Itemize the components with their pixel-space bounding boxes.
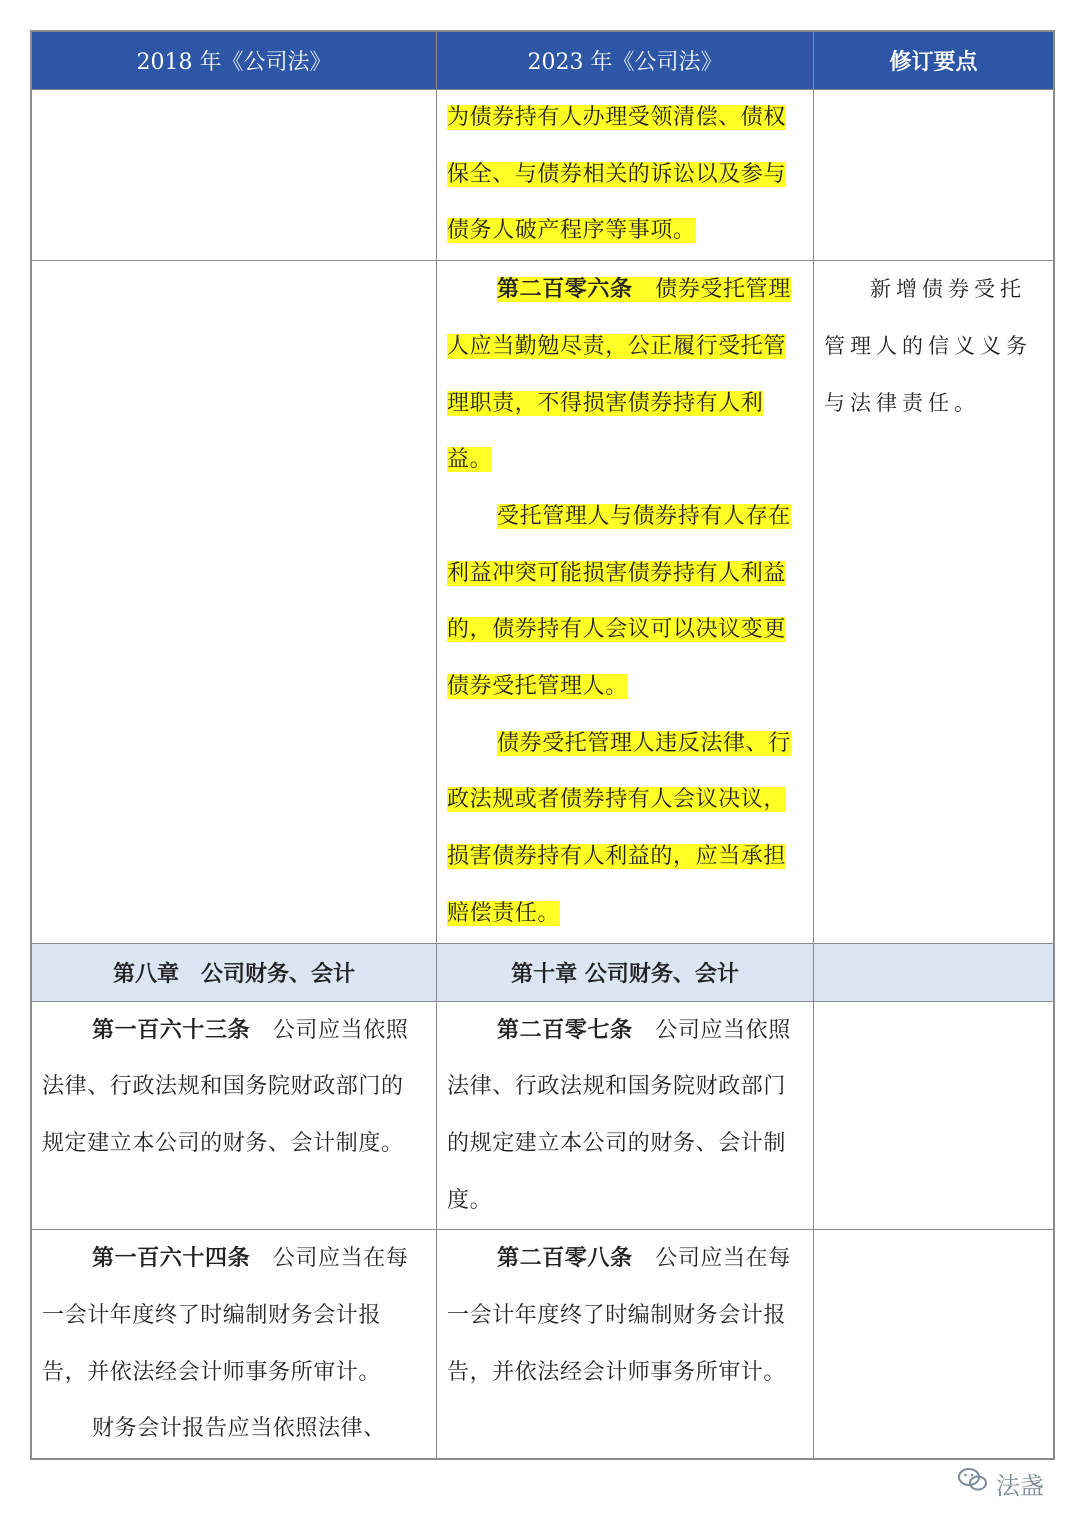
new-cell [437, 261, 814, 943]
article-title: 第二百零六条 [497, 276, 633, 303]
article-title: 第二百零七条 [497, 1016, 633, 1043]
article-paragraph: 财务会计报告应当依照法律、 [92, 1416, 386, 1442]
article-paragraph: 受托管理人与债券持有人存在利益冲突可能损害债券持有人利益的，债券持有人会议可以决议变更债券受托管理人。 [447, 503, 791, 700]
old-cell-empty [32, 261, 437, 943]
note-cell-empty [814, 1001, 1054, 1230]
table-row [32, 1001, 1054, 1230]
comparison-table-frame [30, 30, 1055, 1460]
article-text: 公司应当依照法律、行政法规和国务院财政部门的规定建立本公司的财务、会计制度。 [447, 1017, 791, 1213]
new-cell [437, 1230, 814, 1459]
table-row [32, 1230, 1054, 1459]
chapter-old: 第八章 公司财务、会计 [32, 943, 437, 1001]
header-2018: 2018 年《公司法》 [32, 32, 437, 90]
watermark [958, 1466, 1044, 1501]
new-cell [437, 90, 814, 261]
new-cell [437, 1001, 814, 1230]
chapter-row [32, 943, 1054, 1001]
table-header-row [32, 32, 1054, 90]
comparison-table [31, 31, 1054, 1459]
header-revision-points: 修订要点 [814, 32, 1054, 90]
table-row [32, 261, 1054, 943]
wechat-icon [958, 1467, 988, 1500]
article-title: 第二百零八条 [497, 1245, 633, 1272]
note-cell-empty [814, 90, 1054, 261]
revision-note: 新增债券受托管理人的信义义务与法律责任。 [824, 277, 1032, 415]
chapter-new: 第十章 公司财务、会计 [437, 943, 814, 1001]
article-text: 公司应当依照法律、行政法规和国务院财政部门的规定建立本公司的财务、会计制度。 [42, 1017, 409, 1156]
article-title: 第一百六十四条 [92, 1245, 251, 1272]
old-cell [32, 1001, 437, 1230]
watermark-text: 法盏 [996, 1472, 1044, 1500]
article-text: 公司应当在每一会计年度终了时编制财务会计报告，并依法经会计师事务所审计。 [42, 1246, 409, 1385]
note-cell [814, 261, 1054, 943]
note-cell-empty [814, 1230, 1054, 1459]
article-text: 债券受托管理人应当勤勉尽责，公正履行受托管理职责，不得损害债券持有人利益。 [447, 277, 791, 473]
new-text-highlighted: 为债券持有人办理受领清偿、债权保全、与债券相关的诉讼以及参与债务人破产程序等事项。 [447, 105, 787, 244]
old-cell [32, 1230, 437, 1459]
table-row [32, 90, 1054, 261]
article-paragraph: 债券受托管理人违反法律、行政法规或者债券持有人会议决议，损害债券持有人利益的，应当承担赔偿责任。 [447, 730, 791, 926]
article-title: 第一百六十三条 [92, 1016, 251, 1043]
old-cell-empty [32, 90, 437, 261]
article-text: 公司应当在每一会计年度终了时编制财务会计报告，并依法经会计师事务所审计。 [447, 1246, 791, 1385]
chapter-note-empty [814, 943, 1054, 1001]
header-2023: 2023 年《公司法》 [437, 32, 814, 90]
